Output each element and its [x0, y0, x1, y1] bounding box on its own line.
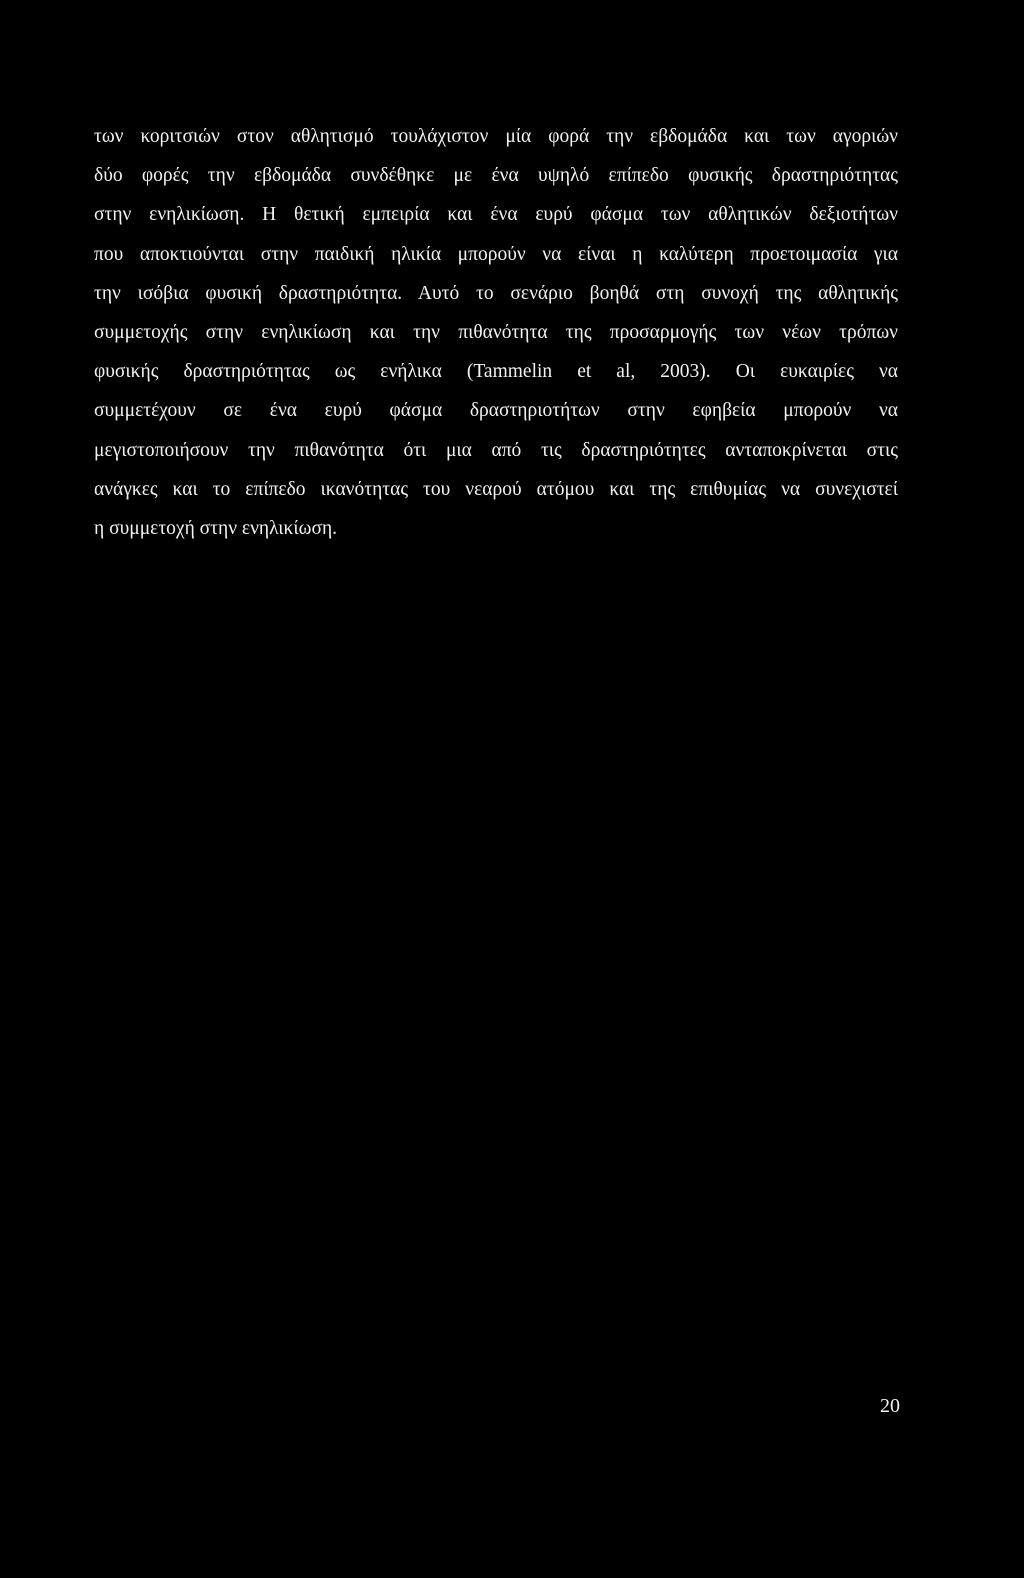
paragraph-line: συμμετέχουν σε ένα ευρύ φάσμα δραστηριοτήτων στην εφηβεία μπορούν να	[94, 400, 898, 422]
paragraph-line: στην ενηλικίωση. Η θετική εμπειρία και ένα ευρύ φάσμα των αθλητικών δεξιοτήτων	[94, 204, 898, 226]
body-paragraph	[94, 117, 898, 548]
paragraph-line: δύο φορές την εβδομάδα συνδέθηκε με ένα υψηλό επίπεδο φυσικής δραστηριότητας	[94, 165, 898, 187]
page-number: 20	[880, 1395, 900, 1417]
paragraph-line: που αποκτιούνται στην παιδική ηλικία μπορούν να είναι η καλύτερη προετοιμασία για	[94, 243, 898, 265]
paragraph-line: ανάγκες και το επίπεδο ικανότητας του νεαρού ατόμου και της επιθυμίας να συνεχιστεί	[94, 478, 898, 500]
paragraph-line: των κοριτσιών στον αθλητισμό τουλάχιστον μία φορά την εβδομάδα και των αγοριών	[94, 126, 898, 147]
paragraph-line: συμμετοχής στην ενηλικίωση και την πιθανότητα της προσαρμογής των νέων τρόπων	[94, 321, 898, 343]
paragraph-line: φυσικής δραστηριότητας ως ενήλικα (Tammelin et al, 2003). Οι ευκαιρίες να	[94, 361, 898, 383]
paragraph-line: μεγιστοποιήσουν την πιθανότητα ότι μια από τις δραστηριότητες ανταποκρίνεται στις	[94, 439, 898, 461]
paragraph-line: η συμμετοχή στην ενηλικίωση.	[94, 517, 338, 539]
paragraph-line: την ισόβια φυσική δραστηριότητα. Αυτό το σενάριο βοηθά στη συνοχή της αθλητικής	[94, 282, 898, 304]
